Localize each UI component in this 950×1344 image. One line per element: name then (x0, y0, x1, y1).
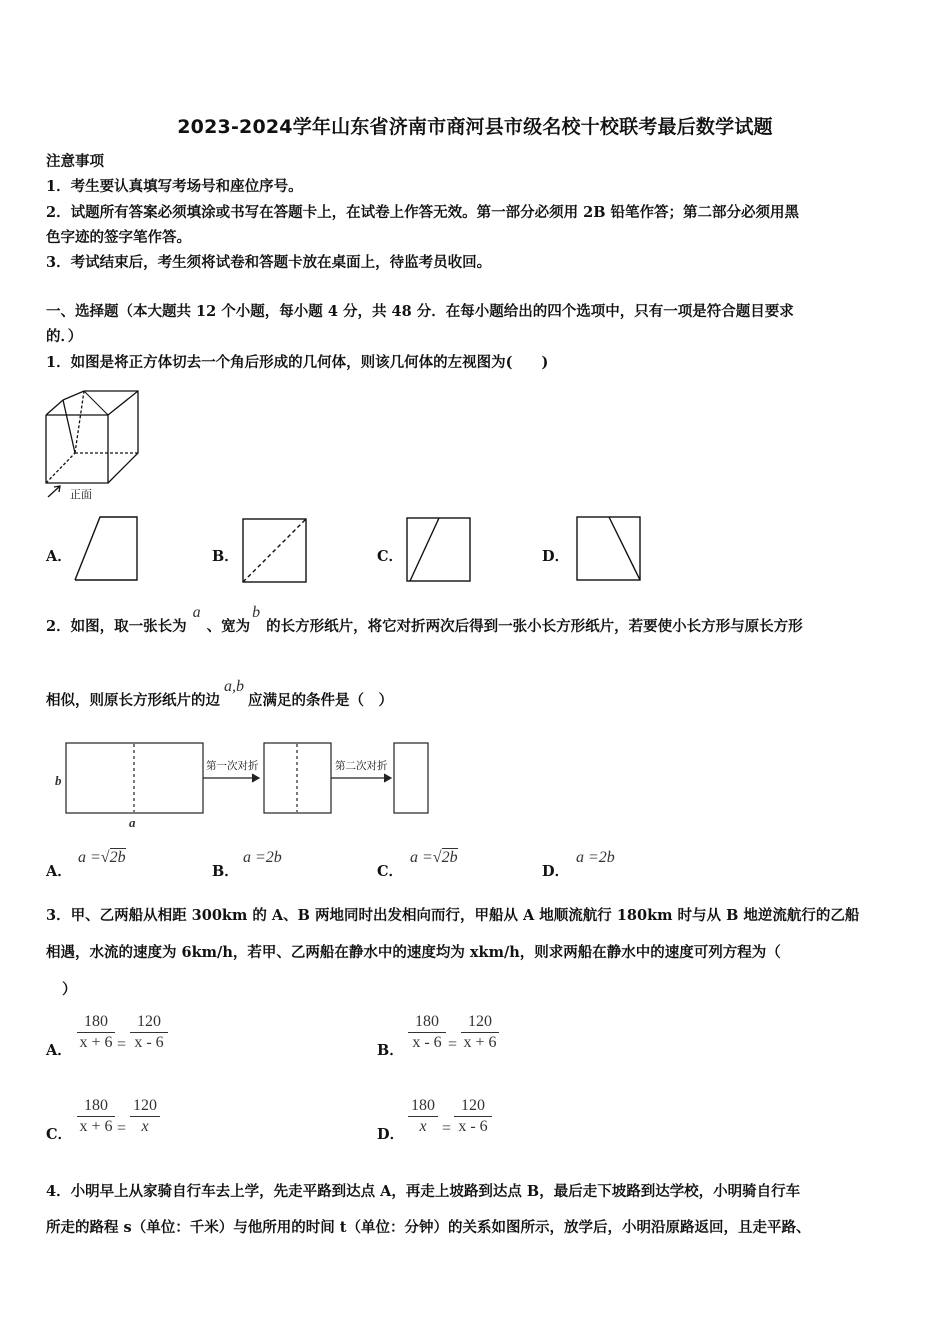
q2-option-d-expr: a =2b (576, 849, 615, 866)
q1-option-a-figure (75, 516, 139, 582)
q3-a-fraction-right (130, 1013, 168, 1052)
notice-item-3: 3．考试结束后，考生须将试卷和答题卡放在桌面上，待监考员收回。 (46, 254, 492, 271)
q3-b-fraction-left (408, 1013, 446, 1052)
q1-option-c[interactable]: C． (377, 548, 404, 565)
q3-d-fraction-left (408, 1097, 438, 1136)
q2-text-part4: 相似，则原长方形纸片的边 (46, 692, 220, 709)
q2-var-b: b (252, 604, 261, 621)
question-3-line-3: ） (62, 981, 77, 998)
question-1-text: 1．如图是将正方体切去一个角后形成的几何体，则该几何体的左视图为( ) (46, 354, 549, 371)
q2-option-b-expr: a =2b (243, 849, 282, 866)
q2-option-b[interactable]: B． (212, 863, 239, 880)
page-title: 2023-2024学年山东省济南市商河县市级名校十校联考最后数学试题 (177, 116, 773, 138)
q2-text-part3: 的长方形纸片，将它对折两次后得到一张小长方形纸片，若要使小长方形与原长方形 (266, 618, 803, 635)
numerator: 180 (77, 1097, 115, 1117)
q2-c-rhs: 2b (441, 849, 458, 866)
question-3-line-1: 3．甲、乙两船从相距 300km 的 A、B 两地同时出发相向而行，甲船从 A 地顺流航行 180km 时与从 B 地逆流航行的乙船 (46, 907, 860, 924)
denominator: x - 6 (458, 1118, 488, 1135)
q2-a-rhs: 2b (109, 849, 126, 866)
numerator: 120 (454, 1097, 492, 1117)
q2-text-part1: 2．如图，取一张长为 (46, 618, 187, 635)
q2-text-part2: 、宽为 (206, 618, 251, 635)
section-heading: 一、选择题（本大题共 12 个小题，每小题 4 分，共 48 分．在每小题给出的四个选项中，只有一项是符合题目要求 (46, 303, 794, 320)
numerator: 120 (461, 1013, 499, 1033)
q3-b-fraction-right (461, 1013, 499, 1052)
q2-var-ab: a,b (224, 678, 244, 695)
numerator: 180 (408, 1013, 446, 1033)
denominator: x - 6 (412, 1034, 442, 1051)
question-3-line-2: 相遇，水流的速度为 6km/h，若甲、乙两船在静水中的速度均为 xkm/h，则求两船在静水中的速度可列方程为（ (46, 944, 781, 961)
q2-option-a[interactable]: A． (46, 863, 72, 880)
q2-option-c[interactable]: C． (377, 863, 404, 880)
fold-label-1: 第一次对折 (206, 760, 259, 772)
q1-option-c-figure (406, 517, 472, 583)
denominator: x + 6 (79, 1034, 113, 1051)
sqrt-symbol: √ (432, 849, 442, 866)
notice-item-2: 2．试题所有答案必须填涂或书写在答题卡上，在试卷上作答无效。第一部分必须用 2B 铅笔作答；第二部分必须用黑 (46, 204, 800, 221)
q1-option-b-figure (242, 518, 308, 584)
q1-option-d-figure (576, 516, 642, 582)
section-heading-cont: 的．） (46, 328, 83, 345)
q3-option-b[interactable]: B． (377, 1042, 404, 1059)
q1-option-d[interactable]: D． (542, 548, 570, 565)
numerator: 120 (130, 1013, 168, 1033)
numerator: 180 (77, 1013, 115, 1033)
notice-heading: 注意事项 (46, 153, 104, 170)
question-4-line-2: 所走的路程 s（单位：千米）与他所用的时间 t（单位：分钟）的关系如图所示，放学后，小明沿原路返回，且走平路、 (46, 1219, 811, 1236)
denominator: x + 6 (79, 1118, 113, 1135)
denominator: x (419, 1118, 427, 1135)
denominator: x + 6 (463, 1034, 497, 1051)
q1-option-a[interactable]: A． (46, 548, 72, 565)
numerator: 180 (408, 1097, 438, 1117)
paper-fold-figure (50, 738, 440, 833)
equals-sign: = (448, 1036, 458, 1053)
equals-sign: = (442, 1120, 452, 1137)
q3-d-fraction-right (454, 1097, 492, 1136)
equals-sign: = (117, 1120, 127, 1137)
q2-a-lhs: a = (78, 849, 101, 866)
q2-var-a: a (192, 604, 201, 621)
q3-a-fraction-left (77, 1013, 115, 1052)
question-2-line-1 (46, 604, 803, 637)
q2-c-lhs: a = (410, 849, 433, 866)
q2-option-c-expr (410, 849, 458, 867)
q1-option-b[interactable]: B． (212, 548, 239, 565)
fold-label-2: 第二次对折 (335, 760, 388, 772)
cube-figure (40, 385, 150, 503)
front-label: 正面 (70, 488, 92, 501)
q3-c-fraction-left (77, 1097, 115, 1136)
denominator: x - 6 (134, 1034, 164, 1051)
q2-text-part5: 应满足的条件是（ ） (248, 692, 393, 709)
equals-sign: = (117, 1036, 127, 1053)
q3-c-fraction-right (130, 1097, 160, 1136)
q2-option-a-expr (78, 849, 126, 867)
question-4-line-1: 4．小明早上从家骑自行车去上学，先走平路到达点 A，再走上坡路到达点 B，最后走下坡路到达学校，小明骑自行车 (46, 1183, 801, 1200)
q3-option-c[interactable]: C． (46, 1126, 73, 1143)
notice-item-2-cont: 色字迹的签字笔作答。 (46, 229, 191, 246)
question-2-line-2 (46, 678, 393, 711)
numerator: 120 (130, 1097, 160, 1117)
q3-option-a[interactable]: A． (46, 1042, 72, 1059)
fig-label-a: a (129, 815, 136, 830)
fig-label-b: b (55, 773, 62, 788)
sqrt-symbol: √ (100, 849, 110, 866)
q2-option-d[interactable]: D． (542, 863, 570, 880)
denominator: x (141, 1118, 149, 1135)
notice-item-1: 1．考生要认真填写考场号和座位序号。 (46, 178, 303, 195)
q3-option-d[interactable]: D． (377, 1126, 405, 1143)
